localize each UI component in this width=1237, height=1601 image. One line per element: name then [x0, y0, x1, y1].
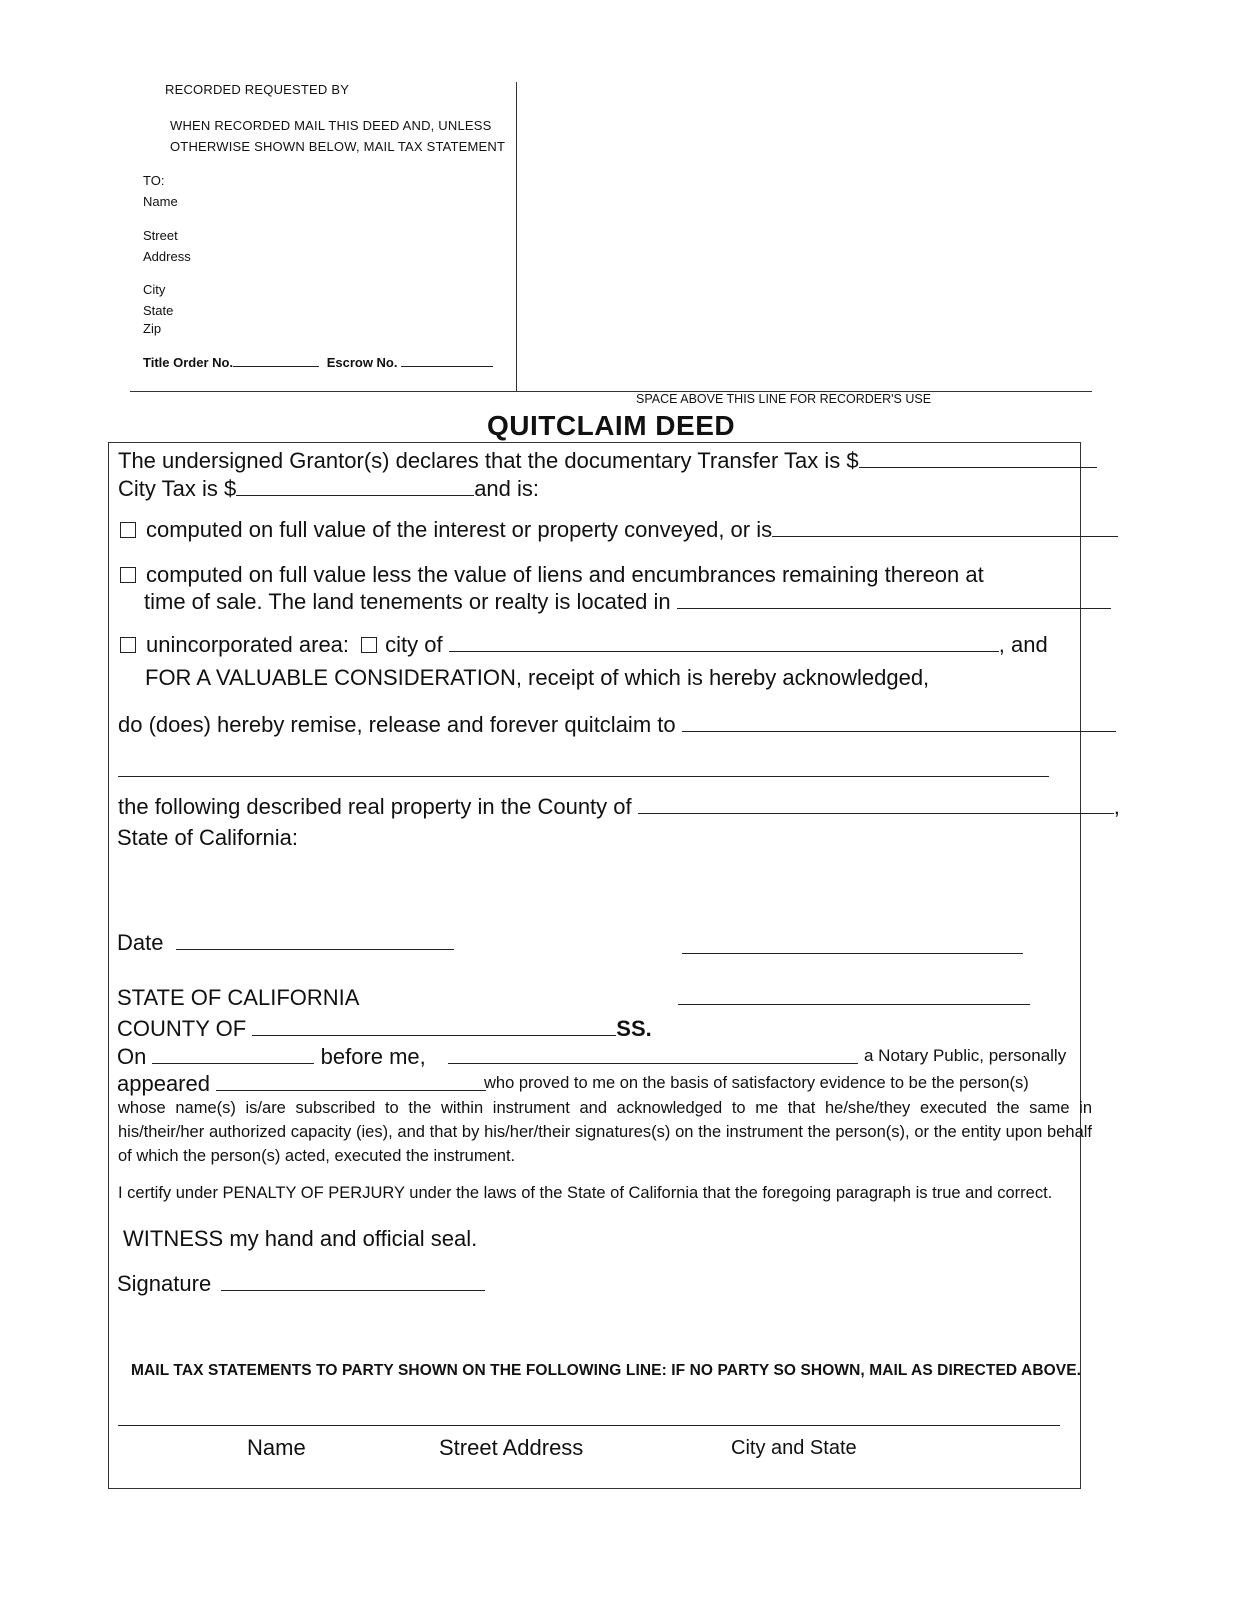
- before-me-label: before me,: [320, 1044, 426, 1069]
- grantor-signature-line2[interactable]: [678, 1004, 1030, 1005]
- notary-state-label: STATE OF CALIFORNIA: [117, 985, 360, 1010]
- on-date-blank[interactable]: [152, 1045, 314, 1064]
- when-recorded-line1: WHEN RECORDED MAIL THIS DEED AND, UNLESS: [170, 118, 492, 133]
- notary-public-label: a Notary Public, personally: [864, 1046, 1067, 1065]
- notary-paragraph: whose name(s) is/are subscribed to the within instrument and acknowledged to me that he/she/they executed the same in his/their/her authorized capacity (ies), and that by his/her/their signatures(s) on the instrument the person(s), or the entity upon behalf of which the person(s) acted, executed the instrument.: [118, 1099, 1092, 1165]
- street-label: Street: [143, 228, 178, 243]
- city-tax-line: [118, 476, 539, 502]
- notary-county-blank[interactable]: [252, 1017, 616, 1036]
- ss-label: SS.: [616, 1016, 652, 1041]
- notary-name-blank[interactable]: [448, 1063, 858, 1064]
- on-row: [117, 1044, 426, 1070]
- date-row: [117, 930, 454, 956]
- option3-row: [120, 632, 1048, 658]
- notary-county-label: COUNTY OF: [117, 1016, 247, 1041]
- city-label: City: [143, 282, 166, 297]
- footer-city-label: City and State: [731, 1437, 857, 1459]
- city-tax-suffix: and is:: [474, 476, 540, 501]
- appeared-blank[interactable]: [216, 1072, 486, 1091]
- county-blank[interactable]: [638, 795, 1114, 814]
- unincorporated-label: unincorporated area:: [146, 632, 350, 657]
- city-of-label: city of: [385, 632, 443, 657]
- city-tax-prefix: City Tax is $: [118, 476, 237, 501]
- city-of-blank[interactable]: [449, 633, 999, 652]
- city-tax-blank[interactable]: [236, 477, 474, 496]
- recorder-line: [130, 391, 1092, 392]
- footer-name-label: Name: [247, 1435, 306, 1460]
- grantee-blank-line2[interactable]: [118, 776, 1049, 777]
- certify-text: I certify under PENALTY OF PERJURY under the laws of the State of California that the foregoing paragraph is true and correct.: [118, 1184, 1053, 1202]
- box-left-border: [108, 442, 109, 1489]
- signature-blank[interactable]: [221, 1272, 485, 1291]
- escrow-blank[interactable]: [401, 355, 493, 367]
- option1-row: [120, 517, 1118, 543]
- city-of-checkbox[interactable]: [361, 637, 377, 653]
- remise-text: do (does) hereby remise, release and forever quitclaim to: [118, 712, 676, 737]
- title-order-blank[interactable]: [233, 355, 319, 367]
- mail-tax-statement: MAIL TAX STATEMENTS TO PARTY SHOWN ON THE FOLLOWING LINE: IF NO PARTY SO SHOWN, MAIL AS DIRECTED ABOVE.: [131, 1362, 1082, 1379]
- consideration-text: FOR A VALUABLE CONSIDERATION, receipt of which is hereby acknowledged,: [145, 665, 930, 690]
- option1-text: computed on full value of the interest or property conveyed, or is: [146, 517, 773, 542]
- document-title: QUITCLAIM DEED: [487, 410, 736, 441]
- state-of-california: State of California:: [117, 825, 298, 850]
- remise-row: [118, 712, 1116, 738]
- title-order-row: [143, 355, 493, 370]
- option2-row: [120, 562, 984, 588]
- grantor-line: [118, 448, 1097, 474]
- and-suffix: , and: [998, 632, 1048, 657]
- to-label: TO:: [143, 173, 165, 188]
- signature-row: [117, 1271, 485, 1297]
- on-label: On: [117, 1044, 147, 1069]
- county-text: the following described real property in the County of: [118, 794, 632, 819]
- witness-text: WITNESS my hand and official seal.: [123, 1226, 478, 1251]
- when-recorded-line2: OTHERWISE SHOWN BELOW, MAIL TAX STATEMENT: [170, 139, 506, 154]
- option2-line1: computed on full value less the value of liens and encumbrances remaining thereon at: [146, 562, 984, 587]
- option2-checkbox[interactable]: [120, 567, 136, 583]
- option2-line2: time of sale. The land tenements or realty is located in: [144, 589, 671, 614]
- transfer-tax-blank[interactable]: [859, 449, 1097, 468]
- who-proved-text: who proved to me on the basis of satisfactory evidence to be the person(s): [484, 1074, 1029, 1092]
- signature-label: Signature: [117, 1271, 212, 1296]
- zip-label: Zip: [143, 321, 162, 336]
- notary-county-row: [117, 1016, 652, 1042]
- header-divider: [516, 82, 517, 392]
- address-label: Address: [143, 249, 191, 264]
- mail-tax-party-line[interactable]: [118, 1425, 1060, 1426]
- unincorporated-checkbox[interactable]: [120, 637, 136, 653]
- footer-street-label: Street Address: [439, 1435, 584, 1460]
- name-label: Name: [143, 194, 178, 209]
- space-above-label: SPACE ABOVE THIS LINE FOR RECORDER'S USE: [636, 392, 932, 406]
- appeared-label: appeared: [117, 1071, 210, 1096]
- recorded-requested-by: RECORDED REQUESTED BY: [165, 82, 350, 97]
- state-label: State: [143, 303, 174, 318]
- appeared-row: [117, 1071, 486, 1097]
- box-top-border: [108, 442, 1081, 443]
- grantor-text: The undersigned Grantor(s) declares that the documentary Transfer Tax is $: [118, 448, 859, 473]
- option1-blank[interactable]: [772, 518, 1118, 537]
- escrow-label: Escrow No.: [326, 355, 398, 370]
- grantor-signature-line1[interactable]: [682, 953, 1023, 954]
- county-row: [118, 794, 1120, 820]
- option2-line2-row: [144, 589, 1111, 615]
- title-order-label: Title Order No.: [143, 355, 234, 370]
- date-blank[interactable]: [176, 931, 454, 950]
- located-in-blank[interactable]: [677, 590, 1111, 609]
- grantee-blank[interactable]: [682, 713, 1116, 732]
- date-label: Date: [117, 930, 164, 955]
- county-suffix: ,: [1113, 794, 1120, 819]
- box-bottom-border: [108, 1488, 1081, 1489]
- option1-checkbox[interactable]: [120, 522, 136, 538]
